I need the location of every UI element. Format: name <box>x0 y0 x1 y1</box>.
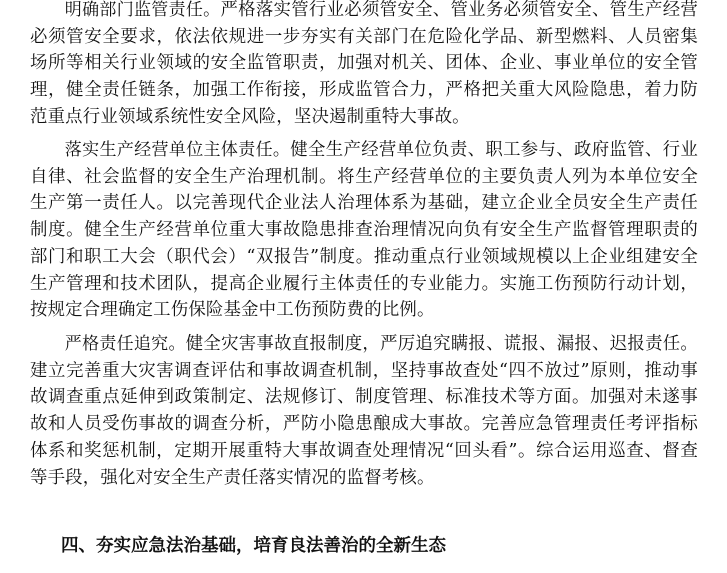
paragraph-department-supervision <box>30 0 698 131</box>
paragraph-accountability <box>30 331 698 491</box>
paragraph-body: 健全生产经营单位负责、职工参与、政府监管、行业自律、社会监督的安全生产治理机制。将生产经营单位的主要负责人列为本单位安全生产第一责任人。以完善现代企业法人治理体系为基础，建立企业全员安全生产责任制度。健全生产经营单位重大事故隐患排查治理情况向负有安全生产监督管理职责的部门和职工大会（职代会）“双报告”制度。推动重点行业领域规模以上企业组建安全生产管理和技术团队，提高企业履行主体责任的专业能力。实施工伤预防行动计划，按规定合理确定工伤保险基金中工伤预防费的比例。 <box>30 140 698 321</box>
section-heading: 四、夯实应急法治基础，培育良法善治的全新生态 <box>61 536 446 556</box>
paragraph-body: 严格落实管行业必须管安全、管业务必须管安全、管生产经营必须管安全要求，依法依规进一步夯实有关部门在危险化学品、新型燃料、人员密集场所等相关行业领域的安全监管职责，加强对机关、团体、企业、事业单位的安全管理，健全责任链条，加强工作衔接，形成监管合力，严格把关重大风险隐患，着力防范重点行业领域系统性安全风险，坚决遏制重特大事故。 <box>30 0 698 127</box>
paragraph-lead: 明确部门监管责任。 <box>64 0 221 20</box>
paragraph-lead: 落实生产经营单位主体责任。 <box>64 140 291 160</box>
paragraph-lead: 严格责任追究。 <box>64 334 186 354</box>
paragraph-body: 健全灾害事故直报制度，严厉追究瞒报、谎报、漏报、迟报责任。建立完善重大灾害调查评估和事故调查机制，坚持事故查处“四不放过”原则，推动事故调查重点延伸到政策制定、法规修订、制度管理、标准技术等方面。加强对未遂事故和人员受伤事故的调查分析，严防小隐患酿成大事故。完善应急管理责任考评指标体系和奖惩机制，定期开展重特大事故调查处理情况“回头看”。综合运用巡查、督查等手段，强化对安全生产责任落实情况的监督考核。 <box>30 334 698 488</box>
paragraph-enterprise-responsibility <box>30 137 698 324</box>
